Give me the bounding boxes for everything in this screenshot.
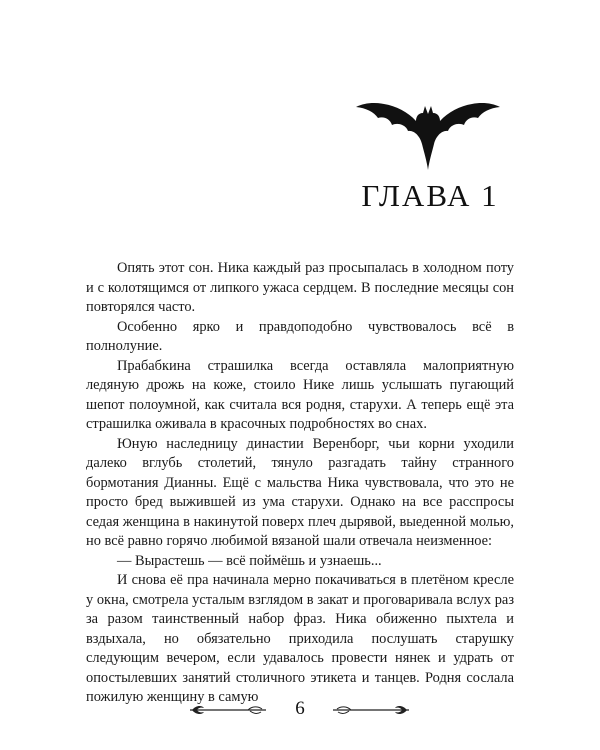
chapter-body xyxy=(86,259,514,708)
page-number: 6 xyxy=(295,698,305,719)
paragraph: Особенно ярко и правдоподобно чувствовалось всё в полнолуние. xyxy=(86,318,514,354)
bat-icon xyxy=(356,98,500,170)
paragraph: Опять этот сон. Ника каждый раз просыпалась в холодном поту и с колотящимся от липкого ужаса сердцем. В последние месяцы сон повторялся часто. xyxy=(86,260,514,315)
ornament-right-icon xyxy=(331,702,411,718)
paragraph: — Вырастешь — всё поймёшь и узнаешь... xyxy=(117,552,382,569)
page-footer xyxy=(0,694,600,724)
paragraph: Юную наследницу династии Веренборг, чьи корни уходили далеко вглубь столетий, тянуло разгадать тайну странного бормотания Дианны. Ещё с мальства Ника чувствовала, что это не просто бред выжившей из ума старухи. Однако на все расспросы седая женщина в накинутой поверх плеч дырявой, выеденной молью, но всё равно горячо любимой вязаной шали отвечала неизменное: xyxy=(86,435,514,549)
chapter-title: ГЛАВА 1 xyxy=(361,178,499,213)
paragraph: Прабабкина страшилка всегда оставляла малоприятную ледяную дрожь на коже, стоило Нике лишь услышать пугающий шепот полоумной, как считала вся родня, старухи. А теперь ещё эта страшилка оживала в красочных подробностях во снах. xyxy=(86,357,514,432)
paragraph: И снова её пра начинала мерно покачиваться в плетёном кресле у окна, смотрела усталым взглядом в закат и проговаривала вслух раз за разом таинственный набор фраз. Ника обиженно пыхтела и вздыхала, но обязательно приходила послушать старушку следующим вечером, если удавалось провести нянек и удрать от опостылевших занятий столичного этикета и танцев. Родня сослала пожилую женщину в самую xyxy=(86,572,514,705)
ornament-left-icon xyxy=(188,702,268,718)
